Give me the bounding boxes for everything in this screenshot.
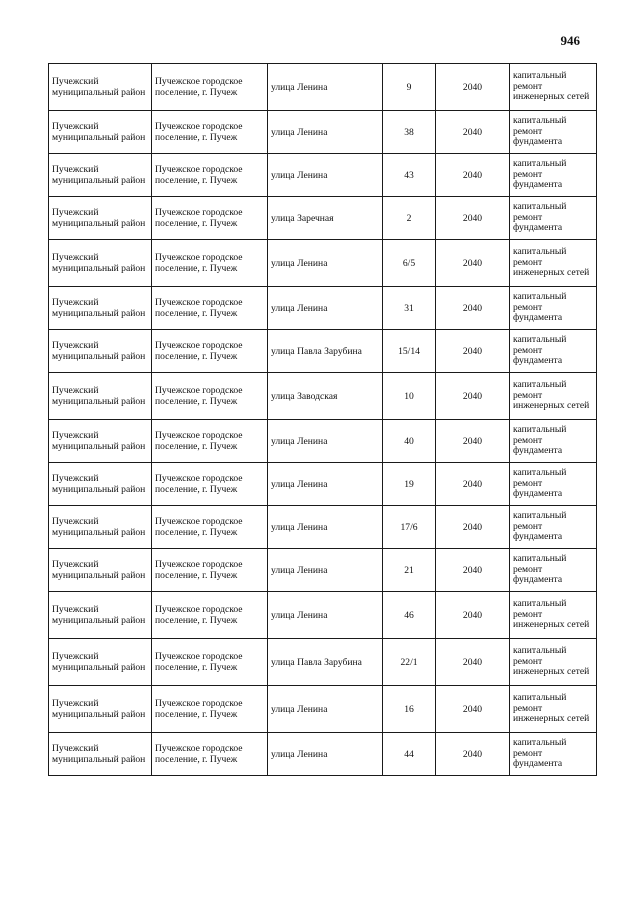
work-type-cell: капитальный ремонт инженерных сетей <box>510 240 597 287</box>
work-type-cell: капитальный ремонт инженерных сетей <box>510 64 597 111</box>
table-body <box>49 64 597 776</box>
table-row <box>49 197 597 240</box>
house-number-cell: 31 <box>383 287 436 330</box>
street-cell: улица Заводская <box>268 373 383 420</box>
house-number-cell: 9 <box>383 64 436 111</box>
table-row <box>49 287 597 330</box>
house-number-cell: 43 <box>383 154 436 197</box>
street-cell: улица Ленина <box>268 463 383 506</box>
work-type-cell: капитальный ремонт фундамента <box>510 154 597 197</box>
district-cell: Пучежский муниципальный район <box>49 639 152 686</box>
district-cell: Пучежский муниципальный район <box>49 506 152 549</box>
settlement-cell: Пучежское городское поселение, г. Пучеж <box>152 420 268 463</box>
district-cell: Пучежский муниципальный район <box>49 373 152 420</box>
work-type-cell: капитальный ремонт инженерных сетей <box>510 373 597 420</box>
settlement-cell: Пучежское городское поселение, г. Пучеж <box>152 592 268 639</box>
year-cell: 2040 <box>436 639 510 686</box>
street-cell: улица Ленина <box>268 420 383 463</box>
settlement-cell: Пучежское городское поселение, г. Пучеж <box>152 639 268 686</box>
settlement-cell: Пучежское городское поселение, г. Пучеж <box>152 240 268 287</box>
district-cell: Пучежский муниципальный район <box>49 733 152 776</box>
settlement-cell: Пучежское городское поселение, г. Пучеж <box>152 373 268 420</box>
district-cell: Пучежский муниципальный район <box>49 592 152 639</box>
street-cell: улица Ленина <box>268 240 383 287</box>
street-cell: улица Ленина <box>268 506 383 549</box>
house-number-cell: 21 <box>383 549 436 592</box>
house-number-cell: 46 <box>383 592 436 639</box>
page-number: 946 <box>560 33 580 48</box>
house-number-cell: 2 <box>383 197 436 240</box>
house-number-cell: 44 <box>383 733 436 776</box>
year-cell: 2040 <box>436 197 510 240</box>
settlement-cell: Пучежское городское поселение, г. Пучеж <box>152 463 268 506</box>
table-row <box>49 64 597 111</box>
table-row <box>49 154 597 197</box>
settlement-cell: Пучежское городское поселение, г. Пучеж <box>152 154 268 197</box>
street-cell: улица Ленина <box>268 592 383 639</box>
district-cell: Пучежский муниципальный район <box>49 686 152 733</box>
table-row <box>49 506 597 549</box>
street-cell: улица Павла Зарубина <box>268 639 383 686</box>
table-row <box>49 592 597 639</box>
work-type-cell: капитальный ремонт инженерных сетей <box>510 639 597 686</box>
house-number-cell: 17/6 <box>383 506 436 549</box>
work-type-cell: капитальный ремонт фундамента <box>510 549 597 592</box>
year-cell: 2040 <box>436 154 510 197</box>
table-row <box>49 240 597 287</box>
work-type-cell: капитальный ремонт фундамента <box>510 287 597 330</box>
table-row <box>49 330 597 373</box>
settlement-cell: Пучежское городское поселение, г. Пучеж <box>152 549 268 592</box>
table-row <box>49 373 597 420</box>
table-row <box>49 463 597 506</box>
year-cell: 2040 <box>436 287 510 330</box>
district-cell: Пучежский муниципальный район <box>49 154 152 197</box>
work-type-cell: капитальный ремонт фундамента <box>510 330 597 373</box>
street-cell: улица Ленина <box>268 686 383 733</box>
work-type-cell: капитальный ремонт фундамента <box>510 463 597 506</box>
house-number-cell: 16 <box>383 686 436 733</box>
street-cell: улица Ленина <box>268 154 383 197</box>
street-cell: улица Ленина <box>268 287 383 330</box>
year-cell: 2040 <box>436 733 510 776</box>
work-type-cell: капитальный ремонт фундамента <box>510 733 597 776</box>
year-cell: 2040 <box>436 240 510 287</box>
settlement-cell: Пучежское городское поселение, г. Пучеж <box>152 686 268 733</box>
house-number-cell: 10 <box>383 373 436 420</box>
settlement-cell: Пучежское городское поселение, г. Пучеж <box>152 506 268 549</box>
settlement-cell: Пучежское городское поселение, г. Пучеж <box>152 197 268 240</box>
district-cell: Пучежский муниципальный район <box>49 111 152 154</box>
settlement-cell: Пучежское городское поселение, г. Пучеж <box>152 330 268 373</box>
housing-repair-table <box>48 63 597 776</box>
street-cell: улица Ленина <box>268 733 383 776</box>
district-cell: Пучежский муниципальный район <box>49 463 152 506</box>
house-number-cell: 40 <box>383 420 436 463</box>
district-cell: Пучежский муниципальный район <box>49 240 152 287</box>
table-row <box>49 639 597 686</box>
district-cell: Пучежский муниципальный район <box>49 420 152 463</box>
year-cell: 2040 <box>436 549 510 592</box>
work-type-cell: капитальный ремонт инженерных сетей <box>510 686 597 733</box>
work-type-cell: капитальный ремонт фундамента <box>510 420 597 463</box>
year-cell: 2040 <box>436 111 510 154</box>
year-cell: 2040 <box>436 506 510 549</box>
year-cell: 2040 <box>436 373 510 420</box>
district-cell: Пучежский муниципальный район <box>49 549 152 592</box>
house-number-cell: 19 <box>383 463 436 506</box>
settlement-cell: Пучежское городское поселение, г. Пучеж <box>152 111 268 154</box>
year-cell: 2040 <box>436 463 510 506</box>
year-cell: 2040 <box>436 592 510 639</box>
work-type-cell: капитальный ремонт фундамента <box>510 111 597 154</box>
year-cell: 2040 <box>436 64 510 111</box>
year-cell: 2040 <box>436 330 510 373</box>
district-cell: Пучежский муниципальный район <box>49 64 152 111</box>
table-row <box>49 111 597 154</box>
settlement-cell: Пучежское городское поселение, г. Пучеж <box>152 733 268 776</box>
house-number-cell: 6/5 <box>383 240 436 287</box>
table-row <box>49 686 597 733</box>
work-type-cell: капитальный ремонт фундамента <box>510 506 597 549</box>
district-cell: Пучежский муниципальный район <box>49 197 152 240</box>
district-cell: Пучежский муниципальный район <box>49 287 152 330</box>
street-cell: улица Павла Зарубина <box>268 330 383 373</box>
settlement-cell: Пучежское городское поселение, г. Пучеж <box>152 64 268 111</box>
table-row <box>49 420 597 463</box>
year-cell: 2040 <box>436 420 510 463</box>
work-type-cell: капитальный ремонт инженерных сетей <box>510 592 597 639</box>
table-row <box>49 549 597 592</box>
street-cell: улица Ленина <box>268 111 383 154</box>
house-number-cell: 15/14 <box>383 330 436 373</box>
house-number-cell: 22/1 <box>383 639 436 686</box>
work-type-cell: капитальный ремонт фундамента <box>510 197 597 240</box>
street-cell: улица Ленина <box>268 549 383 592</box>
table-row <box>49 733 597 776</box>
house-number-cell: 38 <box>383 111 436 154</box>
street-cell: улица Ленина <box>268 64 383 111</box>
district-cell: Пучежский муниципальный район <box>49 330 152 373</box>
street-cell: улица Заречная <box>268 197 383 240</box>
settlement-cell: Пучежское городское поселение, г. Пучеж <box>152 287 268 330</box>
year-cell: 2040 <box>436 686 510 733</box>
